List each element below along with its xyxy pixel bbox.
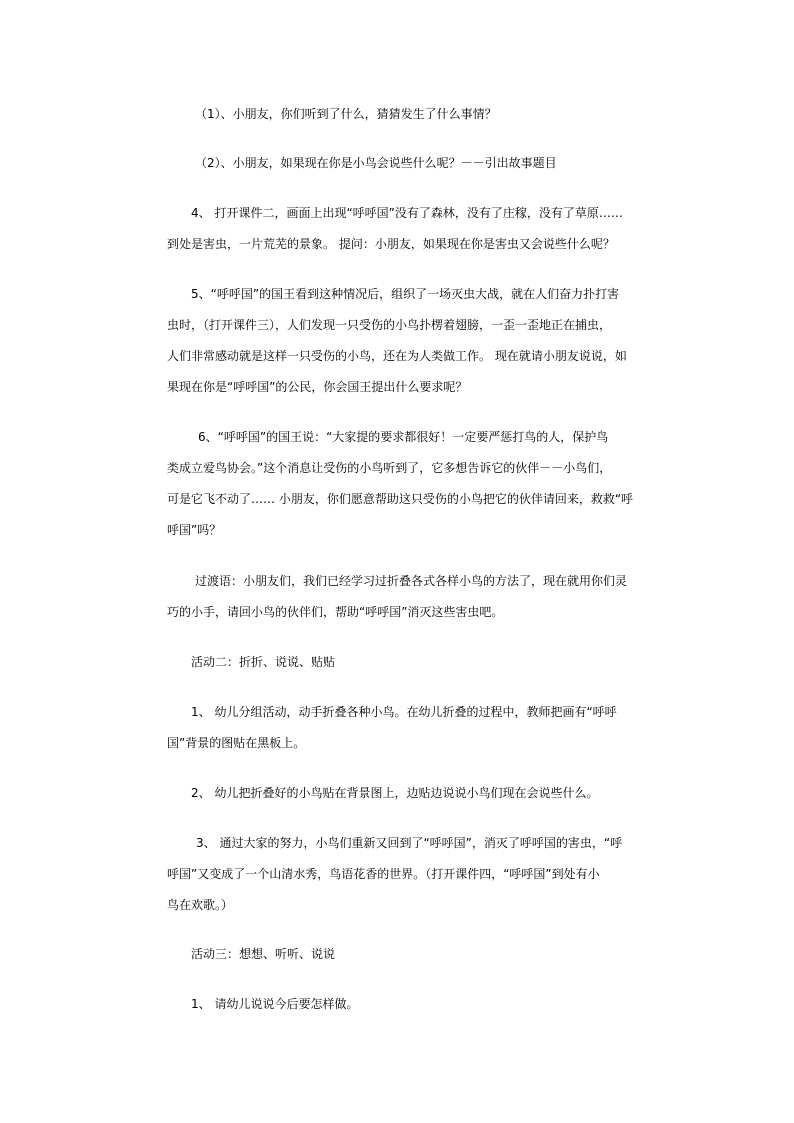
text-line-21: 鸟在欢歌。） [167, 898, 234, 912]
section-heading-activity-3: 活动三：想想、听听、说说 [191, 947, 336, 961]
text-line-17: 国”背景的图贴在黑板上。 [167, 736, 306, 750]
text-line-19: 3、 通过大家的努力，小鸟们重新又回到了“呼呼国”，消灭了呼呼国的害虫，“呼 [196, 836, 623, 850]
text-line-12: 呼国”吗？ [167, 523, 222, 537]
text-line-9: 6、“呼呼国”的国王说：“大家提的要求都很好！一定要严惩打鸟的人，保护鸟 [198, 430, 609, 444]
text-line-4: 到处是害虫，一片荒芜的景象。 提问：小朋友，如果现在你是害虫又会说些什么呢？ [167, 237, 615, 251]
text-line-20: 呼国”又变成了一个山清水秀，鸟语花香的世界。（打开课件四，“呼呼国”到处有小 [167, 867, 600, 881]
text-line-3: 4、 打开课件二，画面上出现“呼呼国”没有了森林，没有了庄稼，没有了草原…… [191, 206, 623, 220]
text-line-10: 类成立爱鸟协会。”这个消息让受伤的小鸟听到了，它多想告诉它的伙伴－－小鸟们， [167, 461, 612, 475]
text-line-6: 虫时，（打开课件三），人们发现一只受伤的小鸟扑楞着翅膀，一歪一歪地正在捕虫， [167, 318, 612, 332]
text-line-2: （2）、小朋友，如果现在你是小鸟会说些什么呢？－－引出故事题目 [195, 156, 557, 170]
text-line-18: 2、 幼儿把折叠好的小鸟贴在背景图上，边贴边说说小鸟们现在会说些什么。 [191, 786, 599, 800]
text-line-7: 人们非常感动就是这样一只受伤的小鸟，还在为人类做工作。 现在就请小朋友说说，如 [167, 349, 627, 363]
text-line-16: 1、 幼儿分组活动，动手折叠各种小鸟。在幼儿折叠的过程中，教师把画有“呼呼 [191, 705, 617, 719]
text-line-11: 可是它飞不动了…… 小朋友，你们愿意帮助这只受伤的小鸟把它的伙伴请回来，救救“呼 [167, 492, 634, 506]
text-line-8: 果现在你是“呼呼国”的公民，你会国王提出什么要求呢？ [167, 380, 468, 394]
text-line-13: 过渡语：小朋友们，我们已经学习过折叠各式各样小鸟的方法了，现在就用你们灵 [195, 574, 628, 588]
text-line-1: （1）、小朋友，你们听到了什么，猜猜发生了什么事情？ [195, 107, 497, 121]
section-heading-activity-2: 活动二：折折、说说、贴贴 [191, 655, 336, 669]
text-line-23: 1、 请幼儿说说今后要怎样做。 [191, 997, 359, 1011]
text-line-14: 巧的小手，请回小鸟的伙伴们，帮助“呼呼国”消灭这些害虫吧。 [167, 605, 504, 619]
text-line-5: 5、“呼呼国”的国王看到这种情况后，组织了一场灭虫大战，就在人们奋力扑打害 [191, 287, 620, 301]
